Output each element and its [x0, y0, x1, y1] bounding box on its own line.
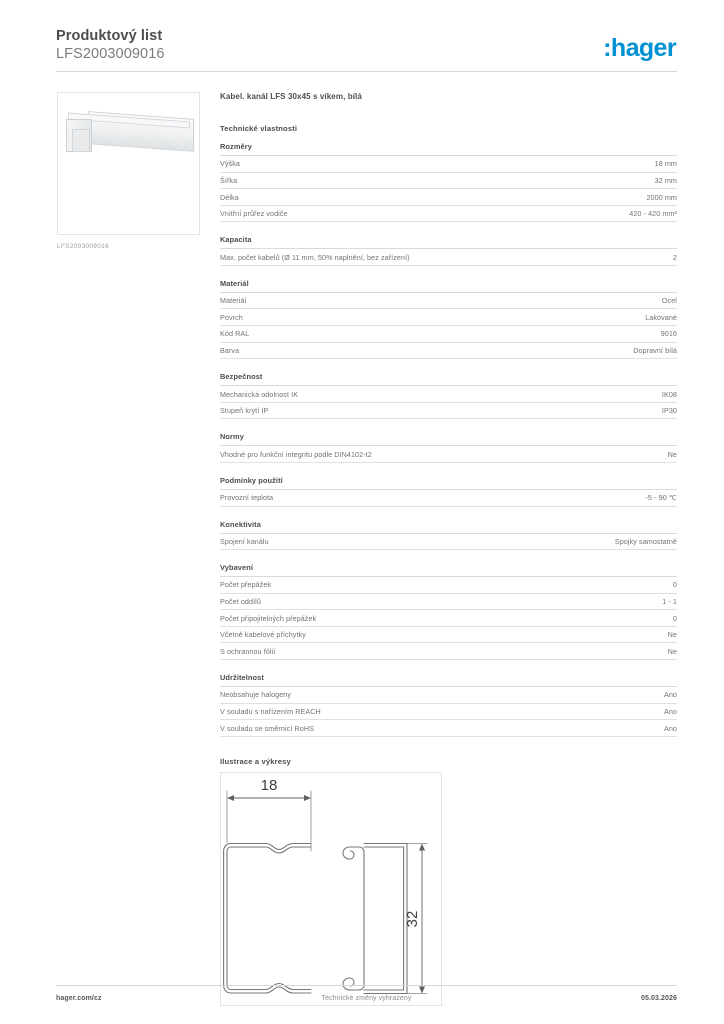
spec-label: S ochrannou fólií [220, 646, 276, 656]
cable-trunking-illustration [66, 115, 194, 157]
product-image-caption: LFS2003009016 [57, 243, 109, 250]
spec-label: Počet oddílů [220, 597, 261, 607]
footer-divider [56, 985, 677, 986]
spec-group-title: Konektivita [220, 520, 677, 534]
spec-group [220, 372, 677, 419]
product-name: Kabel. kanál LFS 30x45 s víkem, bílá [220, 92, 362, 101]
spec-group [220, 673, 677, 737]
spec-groups [220, 142, 677, 737]
spec-value: Ne [667, 646, 677, 656]
spec-group-title: Podmínky použití [220, 476, 677, 490]
spec-label: Provozní teplota [220, 493, 274, 503]
spec-row [220, 610, 677, 627]
trunking-cross-section-drawing [221, 773, 441, 1005]
spec-rows [220, 534, 677, 551]
spec-row [220, 577, 677, 594]
spec-group [220, 432, 677, 463]
dimension-width-label: 18 [260, 776, 278, 794]
spec-value: Ano [663, 690, 677, 700]
spec-group [220, 563, 677, 660]
spec-group-title: Bezpečnost [220, 372, 677, 386]
spec-label: Neobsahuje halogeny [220, 690, 292, 700]
spec-label: Délka [220, 192, 239, 202]
spec-value: 32 mm [654, 175, 677, 185]
spec-row [220, 326, 677, 343]
spec-rows [220, 490, 677, 507]
spec-value: 18 mm [654, 159, 677, 169]
spec-value: 2 [672, 252, 677, 262]
spec-row [220, 446, 677, 463]
spec-label: Počet přepážek [220, 580, 272, 590]
spec-label: Stupeň krytí IP [220, 406, 269, 416]
spec-rows [220, 156, 677, 222]
spec-row [220, 643, 677, 660]
spec-group [220, 142, 677, 222]
spec-label: Počet připojitelných přepážek [220, 613, 317, 623]
spec-value: Dopravní bílá [633, 346, 677, 356]
footer-website[interactable]: hager.com/cz [56, 995, 102, 1002]
spec-group [220, 235, 677, 266]
spec-label: Barva [220, 346, 240, 356]
spec-value: 0 [672, 580, 677, 590]
spec-rows [220, 293, 677, 359]
spec-group-title: Normy [220, 432, 677, 446]
spec-value: Spojky samostatně [614, 536, 677, 546]
spec-label: Kód RAL [220, 329, 250, 339]
trunking-end-face [66, 119, 92, 152]
drawings-section-title: Ilustrace a výkresy [220, 756, 291, 766]
spec-row [220, 720, 677, 737]
spec-value: Ocel [661, 296, 677, 306]
spec-value: 0 [672, 613, 677, 623]
header-divider [56, 71, 677, 72]
logo-colon-mark: : [603, 34, 611, 62]
spec-label: Výška [220, 159, 240, 169]
page-title: Produktový list [56, 28, 163, 44]
spec-label: Max. počet kabelů (Ø 11 mm, 50% naplnění, bez zařízení) [220, 252, 410, 262]
spec-value: -5 - 90 ℃ [645, 493, 677, 503]
spec-value: Ne [667, 449, 677, 459]
spec-row [220, 293, 677, 310]
spec-row [220, 386, 677, 403]
technical-properties-title: Technické vlastnosti [220, 124, 298, 133]
footer-disclaimer: Technické změny vyhrazeny [321, 995, 412, 1002]
spec-label: Vnitřní průřez vodiče [220, 209, 288, 219]
trunking-end-cavity [72, 129, 90, 152]
spec-row [220, 309, 677, 326]
spec-row [220, 594, 677, 611]
spec-value: Ne [667, 630, 677, 640]
hager-logo [603, 34, 676, 62]
spec-label: V souladu se směrnicí RoHS [220, 723, 314, 733]
footer-date: 05.03.2026 [640, 995, 677, 1002]
spec-row [220, 156, 677, 173]
spec-value: 9016 [660, 329, 677, 339]
spec-label: Mechanická odolnost IK [220, 389, 299, 399]
spec-label: Vhodné pro funkční integritu podle DIN4102-t2 [220, 449, 372, 459]
spec-group-title: Udržitelnost [220, 673, 677, 687]
spec-group-title: Vybavení [220, 563, 677, 577]
spec-value: Ano [663, 723, 677, 733]
product-image-frame [57, 92, 200, 235]
spec-row [220, 534, 677, 551]
spec-value: 2000 mm [646, 192, 677, 202]
spec-value: Ano [663, 706, 677, 716]
logo-wordmark: hager [610, 34, 676, 62]
spec-row [220, 189, 677, 206]
spec-row [220, 490, 677, 507]
datasheet-content [220, 92, 677, 1006]
spec-rows [220, 249, 677, 266]
spec-rows [220, 446, 677, 463]
document-reference: LFS2003009016 [56, 46, 165, 62]
spec-value: Lakované [645, 312, 677, 322]
spec-label: V souladu s nařízením REACH [220, 706, 321, 716]
spec-label: Spojení kanálu [220, 536, 269, 546]
spec-label: Povrch [220, 312, 243, 322]
spec-label: Materiál [220, 296, 247, 306]
spec-label: Včetně kabelové příchytky [220, 630, 306, 640]
spec-row [220, 704, 677, 721]
spec-group-title: Rozměry [220, 142, 677, 156]
dimension-height-label: 32 [404, 910, 421, 928]
spec-group [220, 279, 677, 359]
spec-group [220, 520, 677, 551]
spec-row [220, 249, 677, 266]
spec-value: IP30 [661, 406, 677, 416]
technical-drawing-frame [220, 772, 442, 1006]
spec-value: 420 - 420 mm² [629, 209, 677, 219]
spec-group [220, 476, 677, 507]
spec-label: Šířka [220, 175, 238, 185]
spec-row [220, 627, 677, 644]
spec-row [220, 343, 677, 360]
spec-group-title: Materiál [220, 279, 677, 293]
spec-row [220, 687, 677, 704]
spec-row [220, 206, 677, 223]
page-footer [56, 995, 677, 1009]
spec-row [220, 173, 677, 190]
spec-value: IK08 [661, 389, 677, 399]
spec-value: 1 - 1 [662, 597, 677, 607]
spec-rows [220, 386, 677, 419]
page-header [56, 28, 676, 72]
spec-rows [220, 577, 677, 660]
spec-group-title: Kapacita [220, 235, 677, 249]
spec-rows [220, 687, 677, 737]
spec-row [220, 403, 677, 420]
